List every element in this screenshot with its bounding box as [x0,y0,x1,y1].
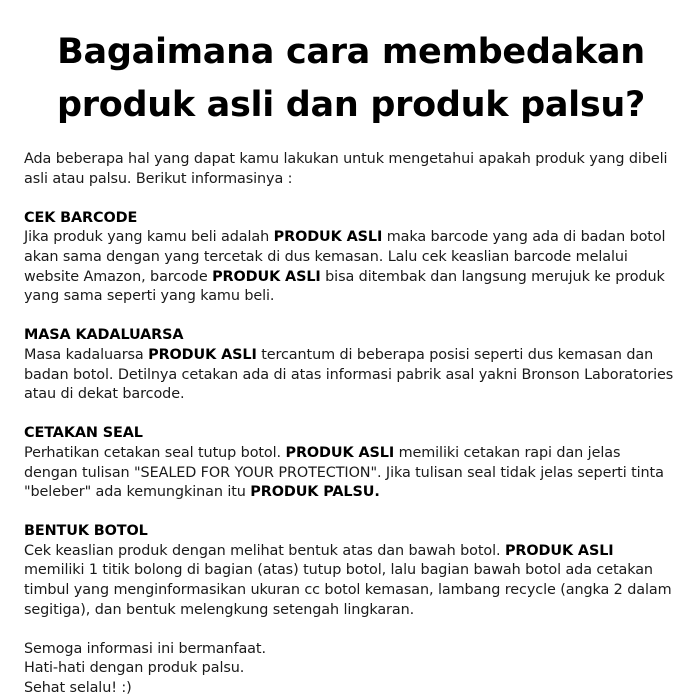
section-heading: CEK BARCODE [24,209,138,226]
section-heading: BENTUK BOTOL [24,523,148,540]
closing-line: Sehat selalu! :) [24,680,132,697]
body-run: Perhatikan cetakan seal tutup botol. [24,444,286,461]
body-run: Masa kadaluarsa [24,346,149,363]
body-run: maka barcode yang ada di badan botol akan sama dengan yang tercetak di dus kemasan. Lalu cek keaslian barcode melalui website Amazon, barcode [24,229,666,285]
closing-line: Semoga informasi ini bermanfaat. [24,640,266,657]
section-body [24,346,678,405]
section-heading: MASA KADALUARSA [24,327,184,344]
sections-container [24,209,678,620]
section-body [24,444,678,503]
body-run: Jika produk yang kamu beli adalah [24,229,274,246]
body-run: memiliki 1 titik bolong di bagian (atas) tutup botol, lalu bagian bawah botol ada cetakan timbul yang menginformasikan ukuran cc botol kemasan, lambang recycle (angka 2 dalam segitiga), dan bentuk melengkung setengah lingkaran. [24,562,672,618]
body-run: memiliki cetakan rapi dan jelas dengan tulisan "SEALED FOR YOUR PROTECTION". Jika tulisan seal tidak jelas seperti tinta "beleber" ada kemungkinan itu [24,444,664,501]
closing-line: Hati-hati dengan produk palsu. [24,660,245,677]
section-body [24,228,678,306]
section-cek-barcode [24,209,678,307]
intro-paragraph: Ada beberapa hal yang dapat kamu lakukan untuk mengetahui apakah produk yang dibeli asli atau palsu. Berikut informasinya : [24,151,668,187]
section-heading: CETAKAN SEAL [24,425,143,442]
emphasis-text: PRODUK ASLI [285,444,395,461]
emphasis-text: PRODUK ASLI [504,542,614,559]
page-title: Bagaimana cara membedakan produk asli dan produk palsu? [56,32,645,125]
emphasis-text: PRODUK ASLI [273,229,383,246]
closing-block [24,640,678,699]
section-body [24,542,678,620]
section-masa-kadaluarsa [24,326,678,404]
body-run: bisa ditembak dan langsung merujuk ke produk yang sama seperti yang kamu beli. [24,268,665,305]
section-bentuk-botol [24,522,678,620]
emphasis-text: PRODUK ASLI [148,346,257,363]
body-run: Cek keaslian produk dengan melihat bentuk atas dan bawah botol. [24,542,505,559]
emphasis-text: PRODUK ASLI [212,268,321,285]
emphasis-text: PRODUK PALSU. [250,484,380,501]
body-run: tercantum di beberapa posisi seperti dus kemasan dan badan botol. Detilnya cetakan ada di atas informasi pabrik asal yakni Bronson Laboratories atau di dekat barcode. [24,346,674,403]
article-body [24,150,678,699]
section-cetakan-seal [24,424,678,502]
